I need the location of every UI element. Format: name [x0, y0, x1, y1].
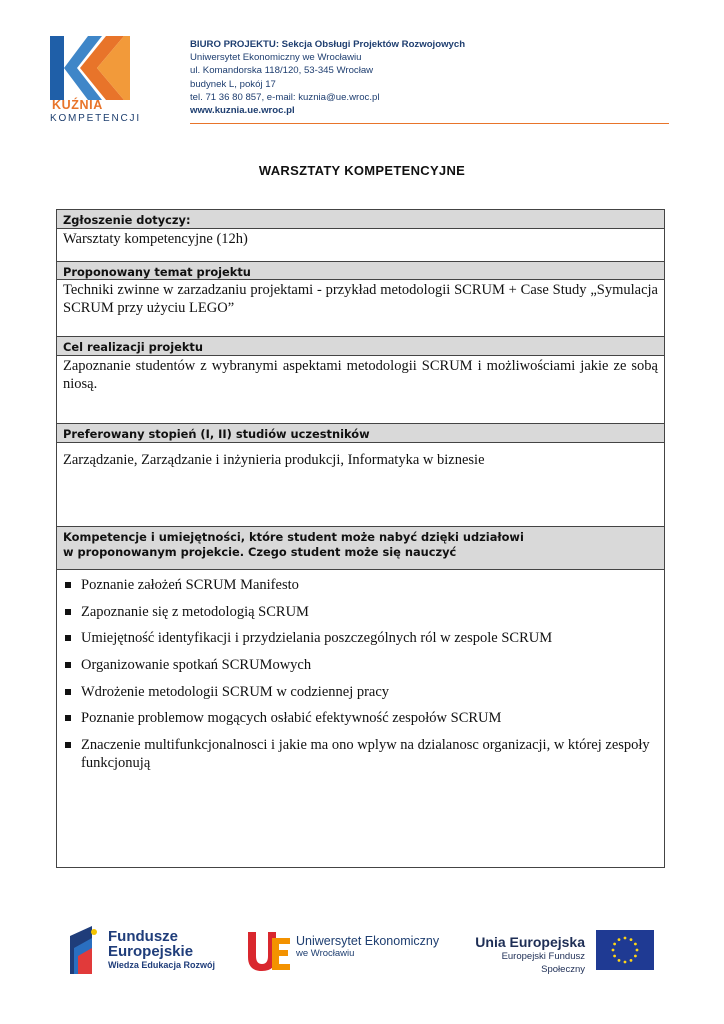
ue-wroclaw-icon — [246, 930, 292, 972]
room-line: budynek L, pokój 17 — [190, 78, 276, 90]
unia-europejska-logo — [460, 934, 585, 976]
section-header-goal: Cel realizacji projektu — [57, 336, 664, 356]
eu-line1: Unia Europejska — [475, 934, 585, 950]
fe-line2: Europejskie — [108, 943, 194, 960]
contact-line: tel. 71 36 80 857, e-mail: kuznia@ue.wroc.pl — [190, 91, 380, 103]
list-item: Znaczenie multifunkcjonalnosci i jakie ma ono wplyw na dzialanosc organizacji, w której zespoły funkcjonują — [63, 736, 658, 772]
logo-subtitle: KOMPETENCJI — [50, 113, 141, 124]
office-line — [190, 38, 465, 51]
fe-line1: Fundusze — [108, 928, 178, 945]
logo-name: KUŹNIA — [52, 98, 103, 112]
section-header-study-level: Preferowany stopień (I, II) studiów uczestników — [57, 423, 664, 443]
section-value-subject: Warsztaty kompetencyjne (12h) — [63, 231, 248, 247]
section-value-study-level: Zarządzanie, Zarządzanie i inżynieria produkcji, Informatyka w biznesie — [63, 452, 485, 468]
section-header-subject: Zgłoszenie dotyczy: — [57, 210, 664, 229]
section-header-competencies — [57, 526, 664, 570]
competencies-label-line2: w proponowanym projekcie. Czego student może się nauczyć — [63, 545, 457, 559]
application-form — [56, 209, 665, 868]
list-item: Umiejętność identyfikacji i przydzielania poszczególnych ról w zespole SCRUM — [63, 629, 658, 647]
ue-wroclaw-logo — [296, 934, 439, 960]
list-item: Wdrożenie metodologii SCRUM w codziennej pracy — [63, 683, 658, 701]
fundusze-europejskie-logo — [108, 929, 215, 972]
section-header-topic: Proponowany temat projektu — [57, 261, 664, 280]
address-line: ul. Komandorska 118/120, 53-345 Wrocław — [190, 65, 374, 77]
fe-line3: Wiedza Edukacja Rozwój — [108, 960, 215, 970]
competencies-label-line1: Kompetencje i umiejętności, które student może nabyć dzięki udziałowi — [63, 530, 524, 544]
page-title: WARSZTATY KOMPETENCYJNE — [258, 163, 466, 178]
ue-line1: Uniwersytet Ekonomiczny — [296, 934, 440, 948]
contact-info — [190, 38, 465, 117]
office-rest: Sekcja Obsługi Projektów Rozwojowych — [279, 39, 466, 50]
list-item: Zapoznanie się z metodologią SCRUM — [63, 603, 658, 621]
office-prefix: BIURO PROJEKTU: — [190, 39, 280, 50]
section-value-topic: Techniki zwinne w zarzadzaniu projektami - przykład metodologii SCRUM + Case Study „Symulacja SCRUM przy użyciu LEGO” — [63, 282, 658, 316]
kk-logo-icon — [50, 36, 130, 100]
eu-flag-icon — [596, 930, 654, 970]
list-item: Organizowanie spotkań SCRUMowych — [63, 656, 658, 674]
list-item: Poznanie problemow mogących osłabić efektywność zespołów SCRUM — [63, 709, 658, 727]
list-item: Poznanie założeń SCRUM Manifesto — [63, 576, 658, 594]
ue-line2: we Wrocławiu — [296, 948, 355, 959]
university-line: Uniwersytet Ekonomiczny we Wrocławiu — [190, 52, 362, 64]
competencies-list — [63, 576, 658, 781]
website-link[interactable]: www.kuznia.ue.wroc.pl — [190, 105, 295, 117]
header-divider — [190, 123, 669, 124]
eu-line2: Europejski Fundusz Społeczny — [501, 951, 585, 975]
section-value-goal: Zapoznanie studentów z wybranymi aspektami metodologii SCRUM i możliwościami jakie ze sobą niosą. — [63, 358, 658, 392]
fundusze-europejskie-icon — [70, 926, 100, 974]
